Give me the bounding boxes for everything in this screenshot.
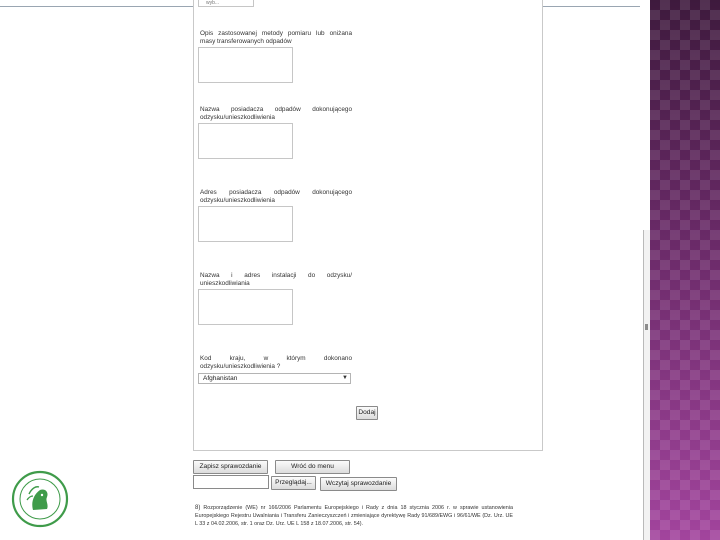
footnote [195,504,513,528]
scroll-thumb-icon[interactable] [645,324,648,330]
save-report-button[interactable]: Zapisz sprawozdanie [193,460,268,474]
installation-textarea[interactable] [198,289,293,325]
university-seal-icon [11,470,69,528]
file-path-input[interactable] [193,475,269,489]
decorative-side-panel [650,0,720,540]
measurement-method-textarea[interactable] [198,47,293,83]
field-label-measurement-method: Opis zastosowanej metody pomiaru lub oniżana masy transferowanych odpadów [200,30,352,45]
field-label-holder-name: Nazwa posiadacza odpadów dokonującego odzysku/unieszkodliwienia [200,106,352,121]
footnote-text: Rozporządzenie (WE) nr 166/2006 Parlamentu Europejskiego i Rady z dnia 18 stycznia 2006 r. w sprawie ustanowienia Europejskiego Rejestru Uwalniania i Transferu Zanieczyszczeń i zmieniające dyrektywę Rady 91/689/EWG i 96/61/WE (Dz. Urz. UE L 33 z 04.02.2006, str. 1 oraz Dz. Urz. UE L 158 z 18.07.2006, str. 54). [195,505,514,527]
country-select[interactable] [198,373,351,384]
field-label-installation: Nazwa i adres instalacji do odzysku/ unieszkodliwiania [200,272,352,287]
browse-button[interactable]: Przeglądaj... [271,476,316,490]
country-select-value: Afghanistan [203,375,238,382]
scrollbar[interactable] [643,230,650,540]
back-to-menu-button[interactable]: Wróć do menu [275,460,350,474]
load-report-button[interactable]: Wczytaj sprawozdanie [320,477,397,491]
field-label-country-code: Kod kraju, w którym dokonano odzysku/unieszkodliwienia ? [200,355,352,370]
field-label-holder-address: Adres posiadacza odpadów dokonującego odzysku/unieszkodliwienia [200,189,352,204]
previous-field-value: wyb... [206,0,220,6]
chevron-down-icon[interactable]: ▼ [342,375,348,381]
holder-name-textarea[interactable] [198,123,293,159]
footnote-marker: 8) [195,505,201,511]
holder-address-textarea[interactable] [198,206,293,242]
add-button[interactable]: Dodaj [356,406,378,420]
